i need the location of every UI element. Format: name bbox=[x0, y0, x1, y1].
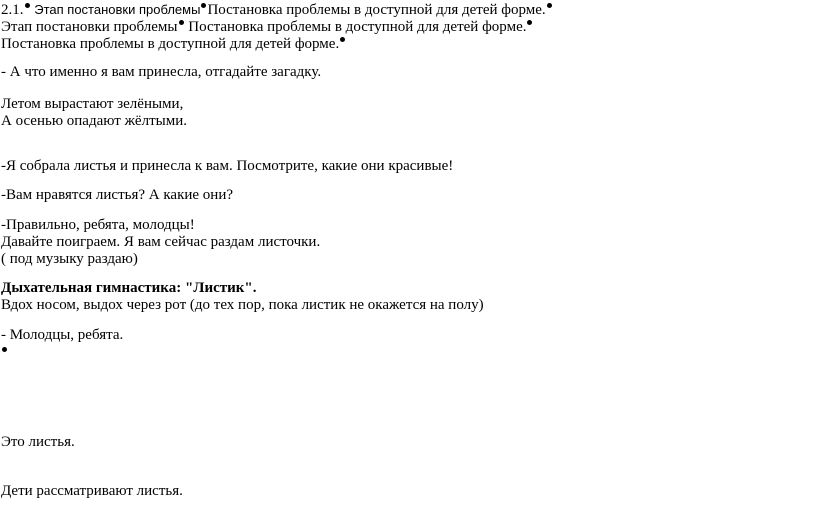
play-text: Давайте поиграем. Я вам сейчас раздам листочки. bbox=[1, 234, 321, 250]
bullet-dot-icon bbox=[2, 347, 7, 352]
riddle-intro: - А что именно я вам принесла, отгадайте загадку. bbox=[1, 64, 322, 80]
stage-description: Постановка проблемы в доступной для детей форме. bbox=[207, 2, 546, 18]
riddle-line-2: А осенью опадают жёлтыми. bbox=[1, 113, 187, 129]
bullet-dot-icon bbox=[547, 3, 552, 8]
stage-heading-line-2 bbox=[1, 18, 533, 36]
bullet-line bbox=[1, 341, 8, 359]
stage-heading-line-3 bbox=[1, 35, 346, 53]
bullet-dot-icon bbox=[179, 20, 184, 25]
music-note-text: ( под музыку раздаю) bbox=[1, 251, 138, 267]
leaves-brought-text: -Я собрала листья и принесла к вам. Посмотрите, какие они красивые! bbox=[1, 158, 454, 174]
section-number: 2.1. bbox=[1, 2, 24, 18]
bullet-dot-icon bbox=[201, 3, 206, 8]
stage-heading-line-1 bbox=[1, 1, 553, 19]
stage-title: Этап постановки проблемы bbox=[34, 2, 201, 17]
gymnastics-instructions: Вдох носом, выдох через рот (до тех пор, пока листик не окажется на полу) bbox=[1, 297, 484, 313]
well-done-text: - Молодцы, ребята. bbox=[1, 327, 124, 343]
bullet-dot-icon bbox=[527, 20, 532, 25]
gymnastics-title: Дыхательная гимнастика: "Листик". bbox=[1, 280, 257, 296]
children-action-text: Дети рассматривают листья. bbox=[1, 483, 183, 499]
praise-text: -Правильно, ребята, молодцы! bbox=[1, 217, 195, 233]
stage-description: Постановка проблемы в доступной для детей форме. bbox=[188, 19, 527, 35]
riddle-line-1: Летом вырастают зелёными, bbox=[1, 96, 184, 112]
stage-description: Постановка проблемы в доступной для детей форме. bbox=[1, 36, 340, 52]
stage-title: Этап постановки проблемы bbox=[1, 19, 178, 35]
bullet-dot-icon bbox=[25, 3, 30, 8]
question-text: -Вам нравятся листья? А какие они? bbox=[1, 187, 234, 203]
answer-text: Это листья. bbox=[1, 434, 75, 450]
bullet-dot-icon bbox=[340, 37, 345, 42]
